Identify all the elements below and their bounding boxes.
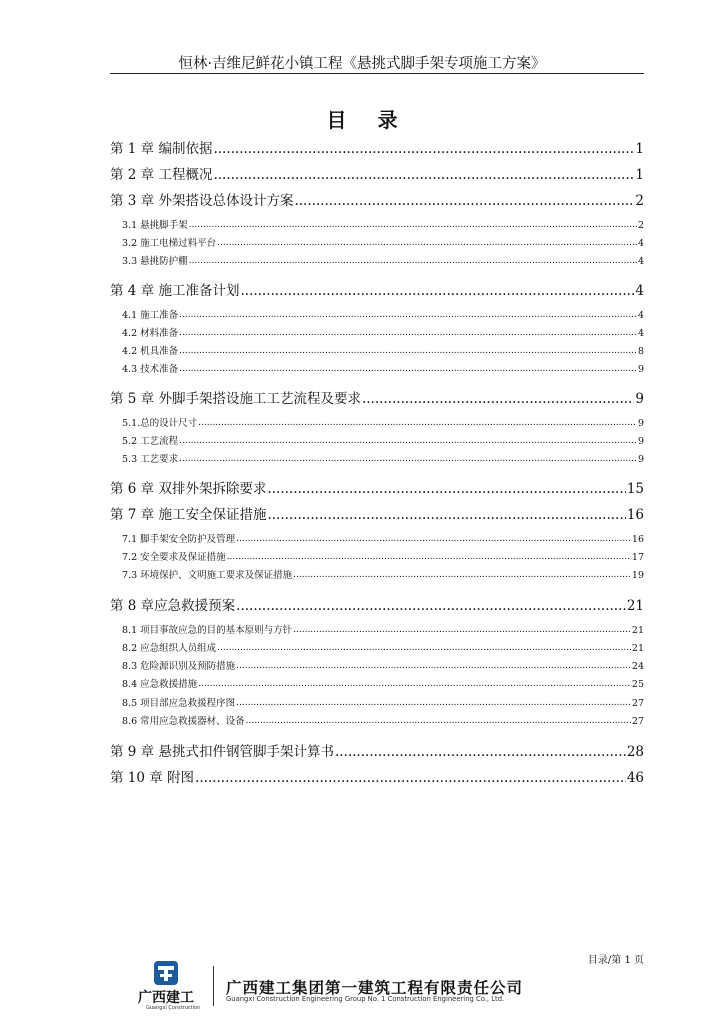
toc-chapter-entry[interactable]	[110, 192, 644, 210]
toc-page-number: 15	[626, 481, 644, 497]
footer-divider	[213, 966, 214, 1006]
toc-leader-dots	[217, 642, 631, 655]
toc-page-number: 21	[631, 625, 644, 636]
toc-page-number: 25	[631, 679, 644, 690]
toc-leader-dots	[213, 166, 634, 184]
toc-leader-dots	[294, 192, 634, 210]
toc-leader-dots	[195, 769, 626, 787]
toc-entry-text: 4.2 材料准备	[122, 328, 179, 339]
toc-entry-text: 4.2 机具准备	[122, 346, 179, 357]
toc-leader-dots	[179, 309, 637, 322]
toc-leader-dots	[236, 597, 626, 615]
toc-page-number: 19	[631, 570, 644, 581]
toc-leader-dots	[246, 715, 631, 728]
toc-entry-text: 第 3 章 外架搭设总体设计方案	[110, 193, 294, 209]
toc-chapter-entry[interactable]	[110, 506, 644, 524]
toc-entry-text: 5.2 工艺流程	[122, 436, 179, 447]
toc-page-number: 2	[635, 193, 644, 209]
toc-entry-text: 3.2 施工电梯过料平台	[122, 238, 217, 249]
toc-page-number: 4	[637, 328, 644, 339]
toc-leader-dots	[179, 345, 637, 358]
toc-section-entry[interactable]	[122, 453, 644, 466]
toc-page-number: 4	[637, 256, 644, 267]
toc-page-number: 4	[635, 283, 644, 299]
toc-entry-text: 8.5 项目部应急救援程序图	[122, 698, 236, 709]
toc-leader-dots	[267, 506, 625, 524]
toc-entry-text: 5.1.总的设计尺寸	[122, 418, 198, 429]
toc-page-number: 16	[631, 534, 644, 545]
toc-leader-dots	[217, 237, 637, 250]
company-name-cn: 广西建工集团第一建筑工程有限责任公司	[226, 979, 524, 997]
toc-page-number: 21	[631, 643, 644, 654]
toc-entry-text: 7.1 脚手架安全防护及管理	[122, 534, 236, 545]
toc-section-entry[interactable]	[122, 237, 644, 250]
toc-page-number: 17	[631, 552, 644, 563]
toc-page-number: 46	[626, 770, 644, 786]
footer-page-number: 目录/第 1 页	[587, 955, 644, 966]
toc-section-entry[interactable]	[122, 715, 644, 728]
toc-chapter-entry[interactable]	[110, 743, 644, 761]
toc-section-entry[interactable]	[122, 327, 644, 340]
toc-page-number: 21	[626, 598, 644, 614]
toc-page-number: 9	[637, 436, 644, 447]
toc-page-number: 27	[631, 716, 644, 727]
toc-leader-dots	[240, 282, 634, 300]
toc-chapter-entry[interactable]	[110, 769, 644, 787]
toc-page-number: 9	[637, 454, 644, 465]
toc-chapter-entry[interactable]	[110, 282, 644, 300]
toc-entry-text: 第 8 章应急救援预案	[110, 598, 236, 614]
toc-page-number: 27	[631, 698, 644, 709]
toc-leader-dots	[198, 417, 637, 430]
toc-leader-dots	[362, 390, 634, 408]
company-logo	[136, 960, 216, 1012]
toc-page-number: 28	[626, 744, 644, 760]
toc-leader-dots	[267, 480, 625, 498]
toc-section-entry[interactable]	[122, 345, 644, 358]
toc-entry-text: 4.1 施工准备	[122, 310, 179, 321]
toc-entry-text: 3.1 悬挑脚手架	[122, 220, 188, 231]
toc-section-entry[interactable]	[122, 363, 644, 376]
toc-page-number: 4	[637, 310, 644, 321]
toc-section-entry[interactable]	[122, 309, 644, 322]
toc-entry-text: 第 5 章 外脚手架搭设施工工艺流程及要求	[110, 391, 361, 407]
toc-section-entry[interactable]	[122, 219, 644, 232]
toc-entry-text: 8.6 常用应急救援器材、设备	[122, 716, 245, 727]
toc-section-entry[interactable]	[122, 660, 644, 673]
toc-section-entry[interactable]	[122, 678, 644, 691]
toc-entry-text: 第 2 章 工程概况	[110, 167, 213, 183]
header-divider	[110, 73, 644, 74]
toc-leader-dots	[335, 743, 626, 761]
toc-page-number: 1	[635, 167, 644, 183]
toc-leader-dots	[189, 255, 637, 268]
toc-page-number: 4	[637, 238, 644, 249]
toc-leader-dots	[293, 624, 631, 637]
toc-entry-text: 8.2 应急组织人员组成	[122, 643, 217, 654]
toc-section-entry[interactable]	[122, 642, 644, 655]
toc-leader-dots	[293, 569, 631, 582]
company-logo-icon	[153, 960, 179, 986]
toc-page-number: 1	[635, 141, 644, 157]
toc-entry-text: 7.3 环境保护、文明施工要求及保证措施	[122, 570, 293, 581]
toc-leader-dots	[236, 533, 631, 546]
toc-chapter-entry[interactable]	[110, 390, 644, 408]
toc-page-number: 2	[637, 220, 644, 231]
toc-entry-text: 第 4 章 施工准备计划	[110, 283, 240, 299]
toc-chapter-entry[interactable]	[110, 597, 644, 615]
toc-chapter-entry[interactable]	[110, 480, 644, 498]
toc-entry-text: 第 9 章 悬挑式扣件钢管脚手架计算书	[110, 744, 334, 760]
toc-chapter-entry[interactable]	[110, 166, 644, 184]
company-name-en: Guangxi Construction Engineering Group No. 1 Construction Engineering Co., Ltd.	[226, 995, 505, 1003]
logo-text-en: Guangxi Construction	[146, 1005, 201, 1011]
toc-leader-dots	[236, 660, 631, 673]
toc-section-entry[interactable]	[122, 417, 644, 430]
toc-leader-dots	[213, 140, 634, 158]
toc-section-entry[interactable]	[122, 533, 644, 546]
toc-section-entry[interactable]	[122, 435, 644, 448]
toc-leader-dots	[179, 453, 637, 466]
logo-text-cn: 广西建工	[138, 990, 194, 1006]
toc-entry-text: 4.3 技术准备	[122, 364, 179, 375]
toc-entry-text: 第 7 章 施工安全保证措施	[110, 507, 267, 523]
toc-leader-dots	[198, 678, 631, 691]
toc-section-entry[interactable]	[122, 624, 644, 637]
toc-section-entry[interactable]	[122, 551, 644, 564]
toc-page-number: 16	[626, 507, 644, 523]
toc-section-entry[interactable]	[122, 255, 644, 268]
toc-chapter-entry[interactable]	[110, 140, 644, 158]
toc-section-entry[interactable]	[122, 569, 644, 582]
toc-entry-text: 3.3 悬挑防护棚	[122, 256, 188, 267]
toc-entry-text: 第 6 章 双排外架拆除要求	[110, 481, 267, 497]
toc-entry-text: 8.4 应急救援措施	[122, 679, 198, 690]
toc-entry-text: 5.3 工艺要求	[122, 454, 179, 465]
toc-leader-dots	[179, 435, 637, 448]
toc-page-number: 9	[635, 391, 644, 407]
toc-entry-text: 8.1 项目事故应急的目的基本原则与方针	[122, 625, 293, 636]
toc-leader-dots	[227, 551, 631, 564]
toc-entry-text: 第 1 章 编制依据	[110, 141, 213, 157]
toc-leader-dots	[189, 219, 637, 232]
toc-leader-dots	[179, 363, 637, 376]
toc-leader-dots	[236, 697, 631, 710]
toc-entry-text: 第 10 章 附图	[110, 770, 195, 786]
toc-section-entry[interactable]	[122, 697, 644, 710]
toc-entry-text: 7.2 安全要求及保证措施	[122, 552, 226, 563]
toc-title: 目 录	[326, 108, 410, 132]
toc-entry-text: 8.3 危险源识别及预防措施	[122, 661, 236, 672]
toc-page-number: 9	[637, 364, 644, 375]
toc-page-number: 9	[637, 418, 644, 429]
toc-page-number: 24	[631, 661, 644, 672]
toc-leader-dots	[179, 327, 637, 340]
toc-page-number: 8	[637, 346, 644, 357]
page-header-title: 恒林·吉维尼鲜花小镇工程《悬挑式脚手架专项施工方案》	[178, 56, 546, 72]
